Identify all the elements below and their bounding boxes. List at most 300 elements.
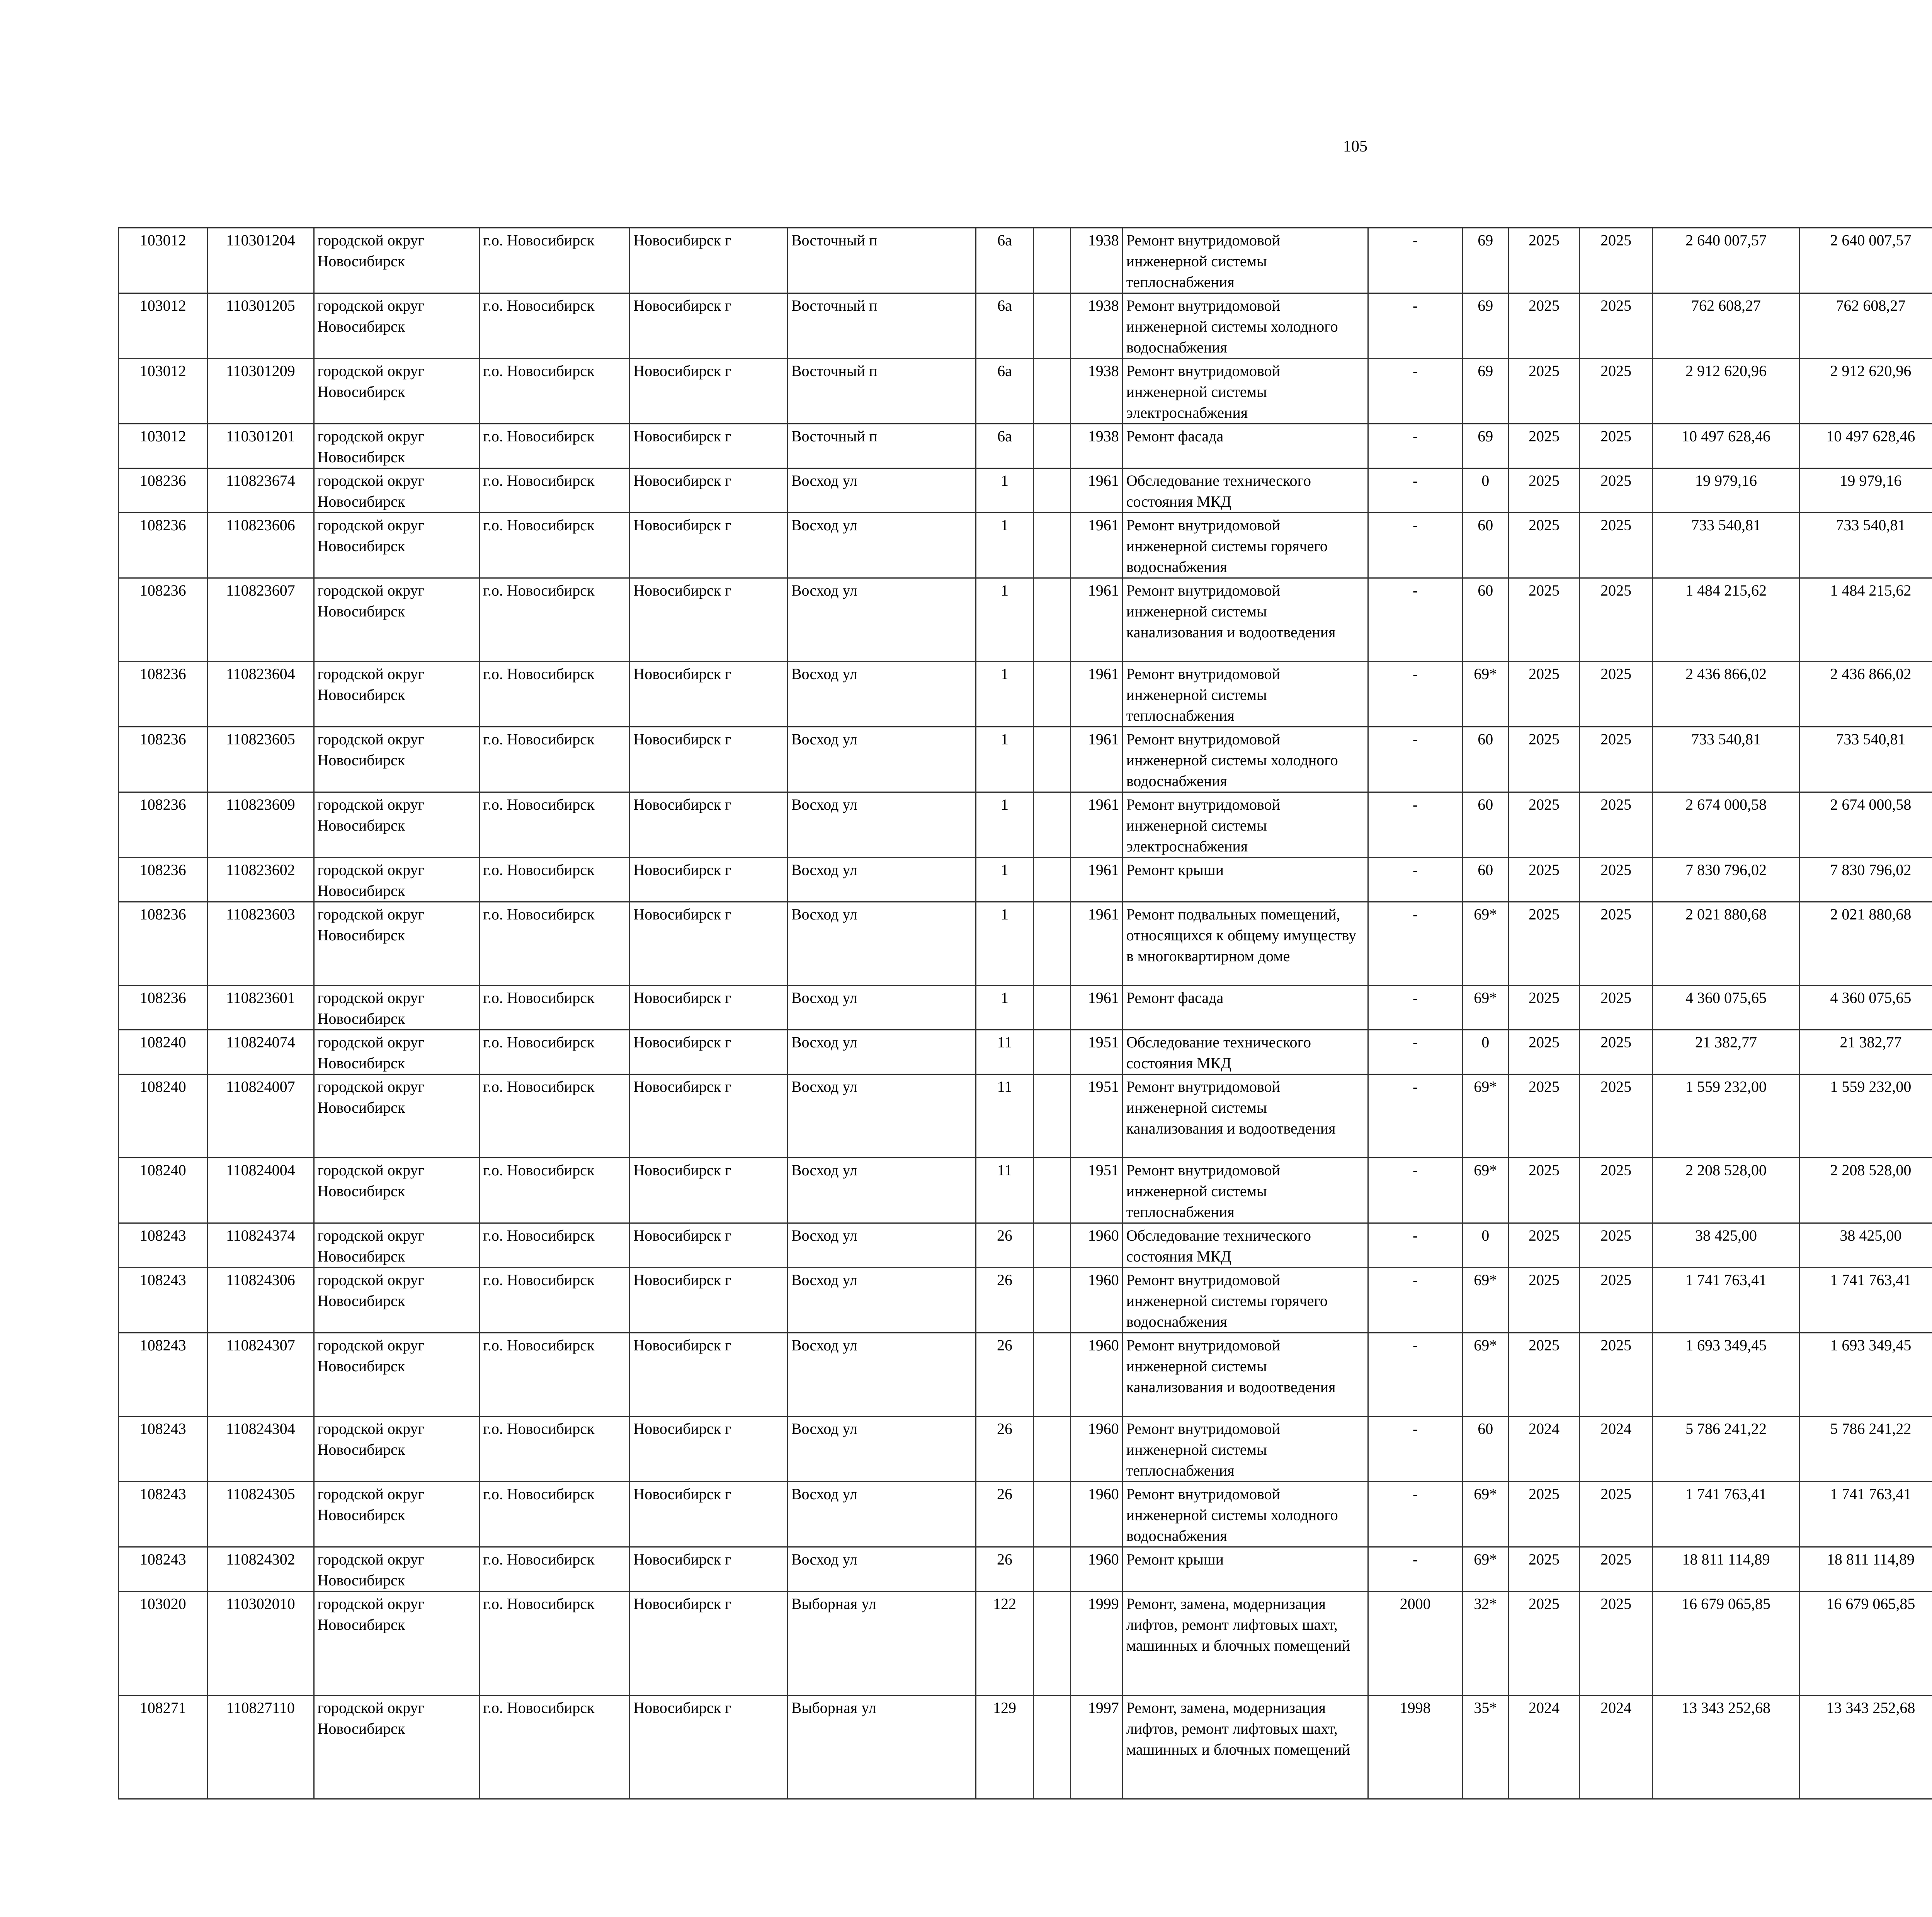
cell-record-id: 110824302 [207, 1547, 314, 1592]
cell-plan-start-year: 2025 [1509, 902, 1579, 986]
cell-building [1033, 468, 1070, 513]
cell-municipality: городской округ Новосибирск [314, 858, 479, 902]
cell-year-built: 1997 [1070, 1696, 1122, 1799]
cell-reconstruction-year: - [1368, 513, 1462, 578]
cell-municipality: городской округ Новосибирск [314, 1223, 479, 1268]
cell-total-cost: 1 693 349,45 [1653, 1333, 1799, 1416]
cell-district: г.о. Новосибирск [480, 468, 630, 513]
table-row [119, 1482, 1932, 1547]
cell-total-cost: 762 608,27 [1653, 293, 1799, 359]
cell-house-number: 11 [976, 1030, 1033, 1074]
cell-street: Восход ул [787, 1158, 976, 1223]
cell-reconstruction-year: - [1368, 1268, 1462, 1333]
cell-year-built: 1961 [1070, 578, 1122, 662]
cell-plan-end-year: 2025 [1580, 1030, 1653, 1074]
table-row [119, 424, 1932, 468]
cell-house-id: 103012 [119, 424, 207, 468]
cell-cost-col-2: 10 497 628,46 [1799, 424, 1932, 468]
cell-district: г.о. Новосибирск [480, 986, 630, 1030]
cell-reconstruction-year: - [1368, 792, 1462, 858]
cell-record-id: 110302010 [207, 1592, 314, 1696]
cell-record-id: 110823605 [207, 727, 314, 792]
cell-street: Восход ул [787, 1547, 976, 1592]
cell-house-id: 108243 [119, 1416, 207, 1482]
cell-work-type: Ремонт крыши [1122, 858, 1368, 902]
cell-city: Новосибирск г [630, 468, 787, 513]
cell-municipality: городской округ Новосибирск [314, 1696, 479, 1799]
table-row [119, 902, 1932, 986]
cell-street: Восход ул [787, 902, 976, 986]
cell-total-cost: 2 640 007,57 [1653, 228, 1799, 293]
cell-plan-end-year: 2025 [1580, 858, 1653, 902]
cell-plan-start-year: 2025 [1509, 727, 1579, 792]
table-row [119, 293, 1932, 359]
cell-wear-percent: 69* [1462, 662, 1509, 727]
cell-plan-start-year: 2025 [1509, 513, 1579, 578]
cell-municipality: городской округ Новосибирск [314, 1482, 479, 1547]
cell-house-id: 108243 [119, 1333, 207, 1416]
cell-total-cost: 10 497 628,46 [1653, 424, 1799, 468]
cell-year-built: 1951 [1070, 1158, 1122, 1223]
cell-city: Новосибирск г [630, 902, 787, 986]
table-row [119, 1696, 1932, 1799]
cell-plan-start-year: 2024 [1509, 1416, 1579, 1482]
cell-work-type: Ремонт фасада [1122, 424, 1368, 468]
cell-street: Восточный п [787, 293, 976, 359]
cell-municipality: городской округ Новосибирск [314, 986, 479, 1030]
cell-district: г.о. Новосибирск [480, 424, 630, 468]
cell-city: Новосибирск г [630, 1547, 787, 1592]
cell-record-id: 110301205 [207, 293, 314, 359]
table-row [119, 228, 1932, 293]
cell-district: г.о. Новосибирск [480, 1592, 630, 1696]
cell-city: Новосибирск г [630, 1696, 787, 1799]
cell-municipality: городской округ Новосибирск [314, 1030, 479, 1074]
cell-cost-col-2: 1 741 763,41 [1799, 1482, 1932, 1547]
cell-plan-end-year: 2025 [1580, 1547, 1653, 1592]
cell-house-number: 1 [976, 578, 1033, 662]
cell-building [1033, 662, 1070, 727]
cell-district: г.о. Новосибирск [480, 228, 630, 293]
cell-cost-col-2: 2 674 000,58 [1799, 792, 1932, 858]
cell-work-type: Обследование технического состояния МКД [1122, 1030, 1368, 1074]
cell-work-type: Ремонт, замена, модернизация лифтов, ремонт лифтовых шахт, машинных и блочных помещений [1122, 1696, 1368, 1799]
cell-street: Восход ул [787, 662, 976, 727]
cell-record-id: 110824307 [207, 1333, 314, 1416]
cell-municipality: городской округ Новосибирск [314, 1074, 479, 1158]
cell-wear-percent: 35* [1462, 1696, 1509, 1799]
cell-cost-col-2: 1 741 763,41 [1799, 1268, 1932, 1333]
cell-total-cost: 38 425,00 [1653, 1223, 1799, 1268]
cell-plan-start-year: 2025 [1509, 293, 1579, 359]
cell-house-id: 108236 [119, 468, 207, 513]
cell-year-built: 1938 [1070, 293, 1122, 359]
cell-house-number: 1 [976, 986, 1033, 1030]
cell-district: г.о. Новосибирск [480, 1030, 630, 1074]
cell-district: г.о. Новосибирск [480, 1333, 630, 1416]
cell-plan-end-year: 2025 [1580, 1592, 1653, 1696]
cell-wear-percent: 60 [1462, 858, 1509, 902]
cell-district: г.о. Новосибирск [480, 293, 630, 359]
cell-house-number: 129 [976, 1696, 1033, 1799]
cell-building [1033, 424, 1070, 468]
table-row [119, 578, 1932, 662]
cell-wear-percent: 69* [1462, 902, 1509, 986]
cell-total-cost: 2 912 620,96 [1653, 359, 1799, 424]
table-row [119, 1268, 1932, 1333]
cell-reconstruction-year: - [1368, 228, 1462, 293]
cell-house-number: 11 [976, 1074, 1033, 1158]
cell-work-type: Обследование технического состояния МКД [1122, 468, 1368, 513]
cell-city: Новосибирск г [630, 424, 787, 468]
cell-city: Новосибирск г [630, 1074, 787, 1158]
cell-street: Восточный п [787, 228, 976, 293]
cell-district: г.о. Новосибирск [480, 1268, 630, 1333]
cell-cost-col-2: 733 540,81 [1799, 513, 1932, 578]
cell-house-number: 6а [976, 228, 1033, 293]
cell-cost-col-2: 2 436 866,02 [1799, 662, 1932, 727]
cell-total-cost: 733 540,81 [1653, 727, 1799, 792]
cell-district: г.о. Новосибирск [480, 1547, 630, 1592]
cell-municipality: городской округ Новосибирск [314, 1547, 479, 1592]
cell-municipality: городской округ Новосибирск [314, 1416, 479, 1482]
cell-plan-end-year: 2025 [1580, 228, 1653, 293]
cell-municipality: городской округ Новосибирск [314, 468, 479, 513]
cell-plan-start-year: 2025 [1509, 468, 1579, 513]
cell-city: Новосибирск г [630, 293, 787, 359]
cell-total-cost: 4 360 075,65 [1653, 986, 1799, 1030]
cell-wear-percent: 69 [1462, 359, 1509, 424]
cell-city: Новосибирск г [630, 986, 787, 1030]
cell-plan-end-year: 2025 [1580, 1333, 1653, 1416]
cell-building [1033, 1333, 1070, 1416]
cell-city: Новосибирск г [630, 1030, 787, 1074]
cell-house-number: 1 [976, 662, 1033, 727]
cell-year-built: 1960 [1070, 1333, 1122, 1416]
cell-plan-end-year: 2025 [1580, 1223, 1653, 1268]
cell-plan-start-year: 2025 [1509, 424, 1579, 468]
cell-wear-percent: 69* [1462, 1333, 1509, 1416]
cell-record-id: 110301204 [207, 228, 314, 293]
cell-wear-percent: 32* [1462, 1592, 1509, 1696]
cell-cost-col-2: 2 912 620,96 [1799, 359, 1932, 424]
cell-record-id: 110823674 [207, 468, 314, 513]
cell-house-id: 103012 [119, 228, 207, 293]
cell-work-type: Ремонт внутридомовой инженерной системы электроснабжения [1122, 359, 1368, 424]
cell-building [1033, 293, 1070, 359]
cell-record-id: 110823603 [207, 902, 314, 986]
cell-plan-start-year: 2025 [1509, 1268, 1579, 1333]
cell-reconstruction-year: - [1368, 1158, 1462, 1223]
cell-municipality: городской округ Новосибирск [314, 792, 479, 858]
cell-city: Новосибирск г [630, 1416, 787, 1482]
cell-total-cost: 2 436 866,02 [1653, 662, 1799, 727]
cell-city: Новосибирск г [630, 662, 787, 727]
cell-wear-percent: 0 [1462, 1030, 1509, 1074]
cell-cost-col-2: 4 360 075,65 [1799, 986, 1932, 1030]
cell-total-cost: 1 741 763,41 [1653, 1482, 1799, 1547]
cell-building [1033, 359, 1070, 424]
cell-total-cost: 733 540,81 [1653, 513, 1799, 578]
cell-cost-col-2: 1 559 232,00 [1799, 1074, 1932, 1158]
cell-plan-end-year: 2024 [1580, 1696, 1653, 1799]
cell-building [1033, 228, 1070, 293]
cell-cost-col-2: 733 540,81 [1799, 727, 1932, 792]
table-row [119, 858, 1932, 902]
cell-house-id: 108240 [119, 1030, 207, 1074]
cell-street: Восход ул [787, 727, 976, 792]
cell-house-id: 108236 [119, 902, 207, 986]
cell-total-cost: 2 674 000,58 [1653, 792, 1799, 858]
cell-building [1033, 1592, 1070, 1696]
cell-house-number: 26 [976, 1333, 1033, 1416]
cell-municipality: городской округ Новосибирск [314, 228, 479, 293]
cell-plan-end-year: 2024 [1580, 1416, 1653, 1482]
cell-wear-percent: 60 [1462, 513, 1509, 578]
cell-total-cost: 21 382,77 [1653, 1030, 1799, 1074]
cell-district: г.о. Новосибирск [480, 513, 630, 578]
cell-building [1033, 1223, 1070, 1268]
cell-plan-start-year: 2025 [1509, 986, 1579, 1030]
cell-record-id: 110824074 [207, 1030, 314, 1074]
cell-reconstruction-year: - [1368, 1482, 1462, 1547]
cell-street: Восход ул [787, 1416, 976, 1482]
cell-record-id: 110824304 [207, 1416, 314, 1482]
cell-city: Новосибирск г [630, 1592, 787, 1696]
table-row [119, 1223, 1932, 1268]
cell-reconstruction-year: - [1368, 578, 1462, 662]
cell-house-number: 1 [976, 858, 1033, 902]
cell-street: Восход ул [787, 1482, 976, 1547]
cell-municipality: городской округ Новосибирск [314, 1592, 479, 1696]
cell-cost-col-2: 21 382,77 [1799, 1030, 1932, 1074]
cell-wear-percent: 69 [1462, 424, 1509, 468]
table-row [119, 986, 1932, 1030]
cell-street: Восточный п [787, 424, 976, 468]
cell-year-built: 1961 [1070, 792, 1122, 858]
cell-plan-start-year: 2025 [1509, 792, 1579, 858]
cell-municipality: городской округ Новосибирск [314, 902, 479, 986]
cell-cost-col-2: 762 608,27 [1799, 293, 1932, 359]
cell-year-built: 1938 [1070, 228, 1122, 293]
cell-house-number: 26 [976, 1223, 1033, 1268]
cell-work-type: Ремонт внутридомовой инженерной системы горячего водоснабжения [1122, 1268, 1368, 1333]
cell-work-type: Ремонт внутридомовой инженерной системы холодного водоснабжения [1122, 727, 1368, 792]
cell-work-type: Ремонт внутридомовой инженерной системы канализования и водоотведения [1122, 578, 1368, 662]
cell-plan-start-year: 2025 [1509, 1030, 1579, 1074]
cell-district: г.о. Новосибирск [480, 902, 630, 986]
cell-street: Восход ул [787, 986, 976, 1030]
cell-house-id: 108240 [119, 1158, 207, 1223]
cell-reconstruction-year: - [1368, 986, 1462, 1030]
cell-municipality: городской округ Новосибирск [314, 1333, 479, 1416]
cell-reconstruction-year: - [1368, 1030, 1462, 1074]
cell-city: Новосибирск г [630, 228, 787, 293]
cell-building [1033, 792, 1070, 858]
cell-house-id: 108243 [119, 1482, 207, 1547]
table-row [119, 1416, 1932, 1482]
cell-municipality: городской округ Новосибирск [314, 727, 479, 792]
cell-plan-end-year: 2025 [1580, 727, 1653, 792]
cell-plan-end-year: 2025 [1580, 468, 1653, 513]
table-row [119, 359, 1932, 424]
cell-wear-percent: 0 [1462, 468, 1509, 513]
cell-municipality: городской округ Новосибирск [314, 1268, 479, 1333]
table-row [119, 513, 1932, 578]
cell-city: Новосибирск г [630, 792, 787, 858]
cell-plan-end-year: 2025 [1580, 662, 1653, 727]
cell-cost-col-2: 13 343 252,68 [1799, 1696, 1932, 1799]
cell-reconstruction-year: - [1368, 468, 1462, 513]
cell-wear-percent: 60 [1462, 578, 1509, 662]
cell-year-built: 1999 [1070, 1592, 1122, 1696]
cell-street: Восход ул [787, 513, 976, 578]
cell-house-id: 108236 [119, 662, 207, 727]
cell-year-built: 1961 [1070, 902, 1122, 986]
cell-wear-percent: 60 [1462, 727, 1509, 792]
cell-record-id: 110823604 [207, 662, 314, 727]
cell-city: Новосибирск г [630, 1223, 787, 1268]
cell-district: г.о. Новосибирск [480, 1223, 630, 1268]
cell-cost-col-2: 1 693 349,45 [1799, 1333, 1932, 1416]
cell-municipality: городской округ Новосибирск [314, 293, 479, 359]
cell-building [1033, 578, 1070, 662]
cell-house-number: 1 [976, 468, 1033, 513]
cell-district: г.о. Новосибирск [480, 1158, 630, 1223]
cell-city: Новосибирск г [630, 359, 787, 424]
cell-street: Восход ул [787, 1223, 976, 1268]
cell-plan-start-year: 2025 [1509, 1482, 1579, 1547]
cell-plan-end-year: 2025 [1580, 1268, 1653, 1333]
cell-total-cost: 2 208 528,00 [1653, 1158, 1799, 1223]
cell-plan-start-year: 2025 [1509, 1592, 1579, 1696]
cell-house-id: 108236 [119, 513, 207, 578]
cell-wear-percent: 69 [1462, 228, 1509, 293]
cell-municipality: городской округ Новосибирск [314, 513, 479, 578]
cell-city: Новосибирск г [630, 858, 787, 902]
cell-plan-end-year: 2025 [1580, 902, 1653, 986]
cell-district: г.о. Новосибирск [480, 1416, 630, 1482]
cell-city: Новосибирск г [630, 1482, 787, 1547]
cell-reconstruction-year: - [1368, 1223, 1462, 1268]
cell-street: Восточный п [787, 359, 976, 424]
cell-wear-percent: 69 [1462, 293, 1509, 359]
cell-wear-percent: 69* [1462, 986, 1509, 1030]
cell-house-number: 26 [976, 1547, 1033, 1592]
repair-program-table [118, 227, 1932, 1800]
cell-year-built: 1960 [1070, 1416, 1122, 1482]
cell-building [1033, 727, 1070, 792]
cell-building [1033, 858, 1070, 902]
cell-work-type: Ремонт внутридомовой инженерной системы канализования и водоотведения [1122, 1074, 1368, 1158]
cell-house-number: 1 [976, 727, 1033, 792]
cell-total-cost: 1 559 232,00 [1653, 1074, 1799, 1158]
cell-plan-start-year: 2025 [1509, 1333, 1579, 1416]
cell-building [1033, 986, 1070, 1030]
cell-work-type: Обследование технического состояния МКД [1122, 1223, 1368, 1268]
table-row [119, 1074, 1932, 1158]
cell-year-built: 1951 [1070, 1074, 1122, 1158]
cell-city: Новосибирск г [630, 513, 787, 578]
cell-year-built: 1960 [1070, 1268, 1122, 1333]
cell-wear-percent: 69* [1462, 1268, 1509, 1333]
cell-plan-end-year: 2025 [1580, 513, 1653, 578]
table-row [119, 1158, 1932, 1223]
cell-year-built: 1960 [1070, 1482, 1122, 1547]
cell-plan-start-year: 2025 [1509, 228, 1579, 293]
cell-record-id: 110823607 [207, 578, 314, 662]
cell-street: Восход ул [787, 1074, 976, 1158]
cell-total-cost: 2 021 880,68 [1653, 902, 1799, 986]
cell-total-cost: 16 679 065,85 [1653, 1592, 1799, 1696]
cell-street: Выборная ул [787, 1592, 976, 1696]
cell-city: Новосибирск г [630, 1158, 787, 1223]
cell-work-type: Ремонт внутридомовой инженерной системы теплоснабжения [1122, 1416, 1368, 1482]
cell-reconstruction-year: 1998 [1368, 1696, 1462, 1799]
cell-building [1033, 1482, 1070, 1547]
cell-reconstruction-year: - [1368, 424, 1462, 468]
cell-record-id: 110824306 [207, 1268, 314, 1333]
cell-district: г.о. Новосибирск [480, 727, 630, 792]
cell-house-id: 108236 [119, 858, 207, 902]
cell-building [1033, 1696, 1070, 1799]
cell-plan-start-year: 2025 [1509, 1223, 1579, 1268]
cell-year-built: 1961 [1070, 662, 1122, 727]
cell-district: г.о. Новосибирск [480, 359, 630, 424]
cell-work-type: Ремонт внутридомовой инженерной системы теплоснабжения [1122, 228, 1368, 293]
cell-reconstruction-year: - [1368, 1333, 1462, 1416]
cell-district: г.о. Новосибирск [480, 1074, 630, 1158]
cell-plan-end-year: 2025 [1580, 792, 1653, 858]
cell-year-built: 1961 [1070, 986, 1122, 1030]
cell-municipality: городской округ Новосибирск [314, 662, 479, 727]
cell-building [1033, 902, 1070, 986]
cell-cost-col-2: 2 640 007,57 [1799, 228, 1932, 293]
cell-record-id: 110824374 [207, 1223, 314, 1268]
cell-house-id: 108236 [119, 727, 207, 792]
cell-municipality: городской округ Новосибирск [314, 1158, 479, 1223]
cell-work-type: Ремонт внутридомовой инженерной системы холодного водоснабжения [1122, 293, 1368, 359]
cell-record-id: 110824004 [207, 1158, 314, 1223]
cell-record-id: 110824007 [207, 1074, 314, 1158]
cell-house-number: 11 [976, 1158, 1033, 1223]
cell-plan-end-year: 2025 [1580, 986, 1653, 1030]
cell-cost-col-2: 7 830 796,02 [1799, 858, 1932, 902]
cell-cost-col-2: 2 021 880,68 [1799, 902, 1932, 986]
cell-year-built: 1960 [1070, 1223, 1122, 1268]
cell-house-number: 1 [976, 902, 1033, 986]
cell-building [1033, 1416, 1070, 1482]
cell-total-cost: 1 484 215,62 [1653, 578, 1799, 662]
cell-record-id: 110301209 [207, 359, 314, 424]
cell-reconstruction-year: - [1368, 1416, 1462, 1482]
cell-record-id: 110824305 [207, 1482, 314, 1547]
cell-house-id: 108243 [119, 1268, 207, 1333]
cell-plan-start-year: 2025 [1509, 858, 1579, 902]
cell-city: Новосибирск г [630, 1333, 787, 1416]
cell-total-cost: 19 979,16 [1653, 468, 1799, 513]
cell-record-id: 110823602 [207, 858, 314, 902]
cell-street: Восход ул [787, 792, 976, 858]
cell-house-id: 103012 [119, 359, 207, 424]
cell-house-number: 6а [976, 293, 1033, 359]
cell-cost-col-2: 5 786 241,22 [1799, 1416, 1932, 1482]
cell-city: Новосибирск г [630, 727, 787, 792]
cell-house-number: 26 [976, 1482, 1033, 1547]
cell-wear-percent: 60 [1462, 1416, 1509, 1482]
cell-plan-start-year: 2024 [1509, 1696, 1579, 1799]
cell-plan-start-year: 2025 [1509, 578, 1579, 662]
